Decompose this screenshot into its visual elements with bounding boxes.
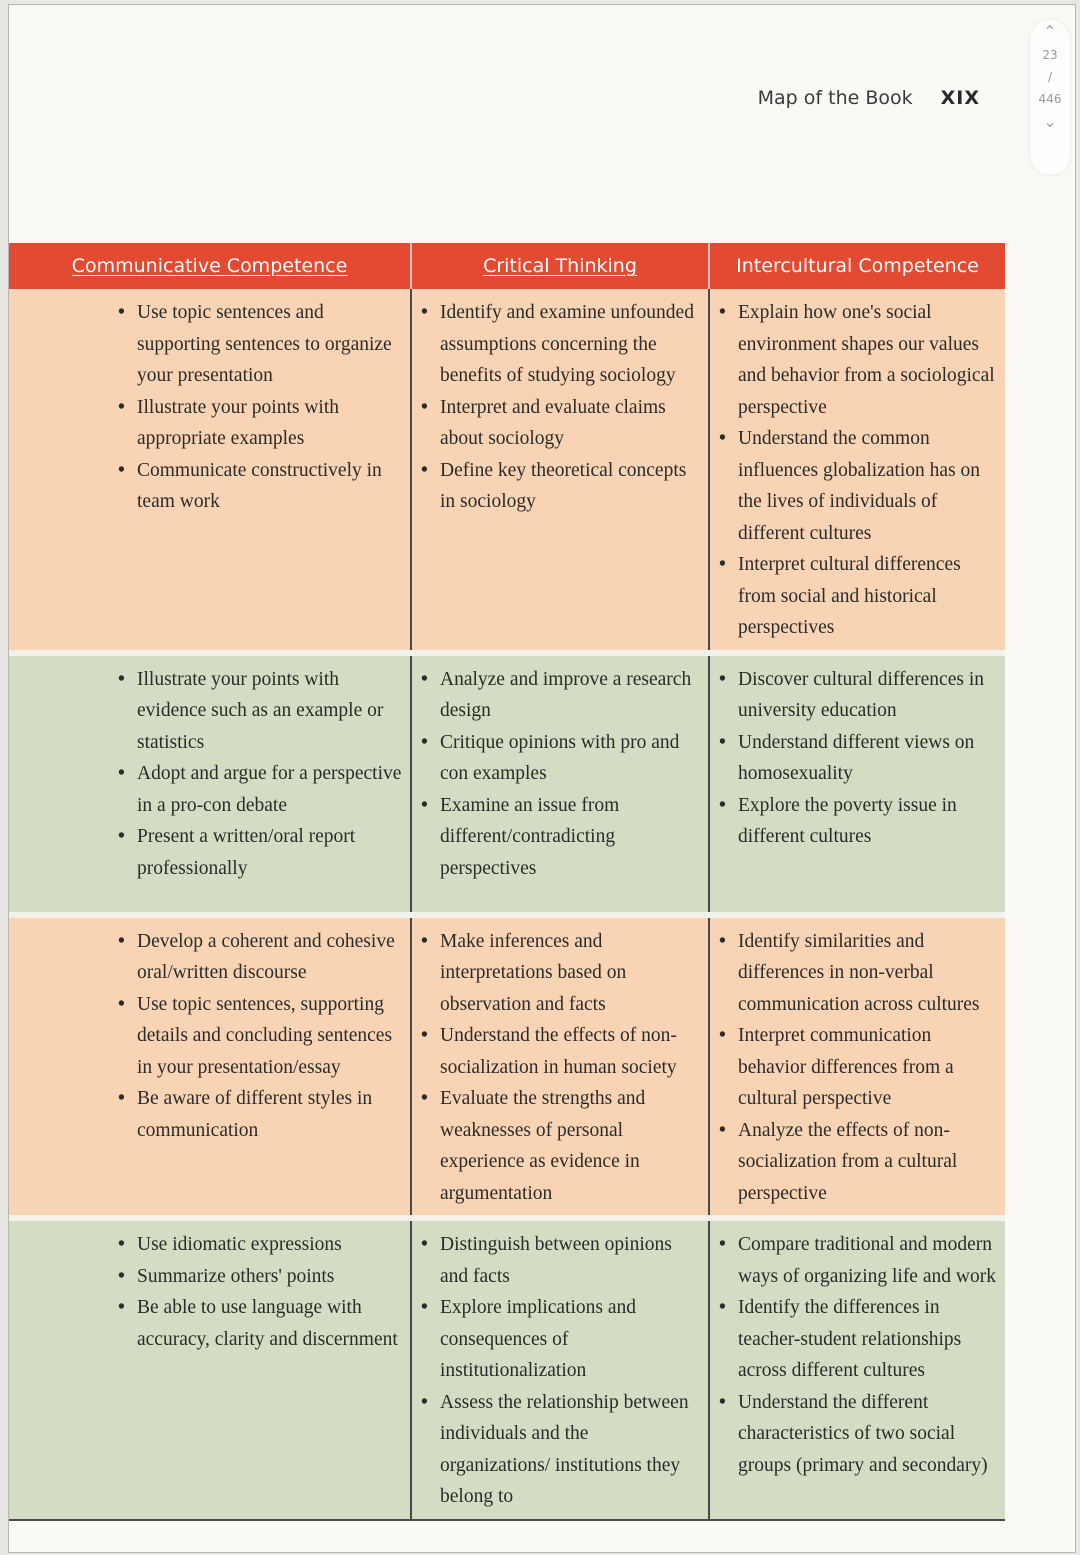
list-item: • Understand different views on homosexuality	[710, 727, 999, 790]
list-item: • Understand the effects of non-socialization in human society	[412, 1020, 702, 1083]
list-item: • Explore implications and consequences of institutionalization	[412, 1292, 702, 1387]
column-header-critical-thinking: Critical Thinking	[411, 243, 709, 289]
bullet-list	[9, 297, 404, 518]
table-cell	[709, 918, 1005, 1216]
list-item: • Present a written/oral report professionally	[9, 821, 404, 884]
list-item: • Analyze the effects of non-socialization from a cultural perspective	[710, 1115, 999, 1210]
table-row	[9, 289, 1005, 650]
list-item: • Illustrate your points with appropriate examples	[9, 392, 404, 455]
table-cell	[411, 656, 709, 912]
list-item: • Critique opinions with pro and con examples	[412, 727, 702, 790]
list-item: • Identify similarities and differences in non-verbal communication across cultures	[710, 926, 999, 1021]
list-item: • Interpret communication behavior differences from a cultural perspective	[710, 1020, 999, 1115]
list-item: • Explore the poverty issue in different cultures	[710, 790, 999, 853]
bullet-list	[9, 1229, 404, 1355]
list-item: • Understand the different characteristics of two social groups (primary and secondary)	[710, 1387, 999, 1482]
table-cell	[411, 289, 709, 650]
list-item: • Summarize others' points	[9, 1261, 404, 1293]
list-item: • Use topic sentences and supporting sentences to organize your presentation	[9, 297, 404, 392]
list-item: • Distinguish between opinions and facts	[412, 1229, 702, 1292]
list-item: • Compare traditional and modern ways of organizing life and work	[710, 1229, 999, 1292]
list-item: • Understand the common influences globalization has on the lives of individuals of different cultures	[710, 423, 999, 549]
table-cell	[9, 289, 411, 650]
table-body	[9, 289, 1005, 1520]
bullet-list	[412, 1229, 702, 1513]
list-item: • Use idiomatic expressions	[9, 1229, 404, 1261]
list-item: • Assess the relationship between individuals and the organizations/ institutions they belong to	[412, 1387, 702, 1513]
list-item: • Examine an issue from different/contradicting perspectives	[412, 790, 702, 885]
bullet-list	[9, 664, 404, 885]
table-cell	[9, 656, 411, 912]
bullet-list	[710, 297, 999, 644]
table-cell	[9, 1221, 411, 1520]
bullet-list	[710, 926, 999, 1210]
table-cell	[709, 656, 1005, 912]
list-item: • Use topic sentences, supporting details and concluding sentences in your presentation/essay	[9, 989, 404, 1084]
table-row	[9, 656, 1005, 912]
table-row	[9, 918, 1005, 1216]
bullet-list	[9, 926, 404, 1147]
section-title: Map of the Book	[757, 87, 913, 109]
column-header-intercultural: Intercultural Competence	[709, 243, 1005, 289]
list-item: • Adopt and argue for a perspective in a pro-con debate	[9, 758, 404, 821]
chevron-up-icon[interactable]: ⌃	[1043, 22, 1057, 41]
table-cell	[709, 1221, 1005, 1520]
list-item: • Interpret cultural differences from social and historical perspectives	[710, 549, 999, 644]
list-item: • Communicate constructively in team work	[9, 455, 404, 518]
list-item: • Develop a coherent and cohesive oral/written discourse	[9, 926, 404, 989]
table-cell	[9, 918, 411, 1216]
page-separator: /	[1047, 70, 1053, 84]
list-item: • Discover cultural differences in university education	[710, 664, 999, 727]
running-header	[758, 87, 980, 109]
bullet-list	[412, 297, 702, 518]
table-header-row	[9, 243, 1005, 289]
column-header-communicative: Communicative Competence	[9, 243, 411, 289]
list-item: • Be aware of different styles in communication	[9, 1083, 404, 1146]
list-item: • Make inferences and interpretations based on observation and facts	[412, 926, 702, 1021]
chevron-down-icon[interactable]: ⌄	[1043, 112, 1057, 131]
bullet-list	[710, 1229, 999, 1481]
list-item: • Identify the differences in teacher-student relationships across different cultures	[710, 1292, 999, 1387]
list-item: • Be able to use language with accuracy, clarity and discernment	[9, 1292, 404, 1355]
page-scroller[interactable]	[1030, 20, 1070, 175]
page-number: XIX	[940, 87, 980, 109]
table-cell	[411, 918, 709, 1216]
list-item: • Analyze and improve a research design	[412, 664, 702, 727]
bullet-list	[412, 926, 702, 1210]
table-cell	[709, 289, 1005, 650]
list-item: • Explain how one's social environment shapes our values and behavior from a sociological perspective	[710, 297, 999, 423]
total-pages-indicator: 446	[1038, 92, 1062, 106]
current-page-indicator: 23	[1042, 48, 1058, 62]
list-item: • Identify and examine unfounded assumptions concerning the benefits of studying sociology	[412, 297, 702, 392]
bullet-list	[412, 664, 702, 885]
map-of-book-table	[9, 243, 1005, 1521]
document-page	[8, 4, 1076, 1553]
table-cell	[411, 1221, 709, 1520]
list-item: • Evaluate the strengths and weaknesses of personal experience as evidence in argumentation	[412, 1083, 702, 1209]
list-item: • Define key theoretical concepts in sociology	[412, 455, 702, 518]
bullet-list	[710, 664, 999, 853]
table-row	[9, 1221, 1005, 1520]
list-item: • Interpret and evaluate claims about sociology	[412, 392, 702, 455]
list-item: • Illustrate your points with evidence such as an example or statistics	[9, 664, 404, 759]
